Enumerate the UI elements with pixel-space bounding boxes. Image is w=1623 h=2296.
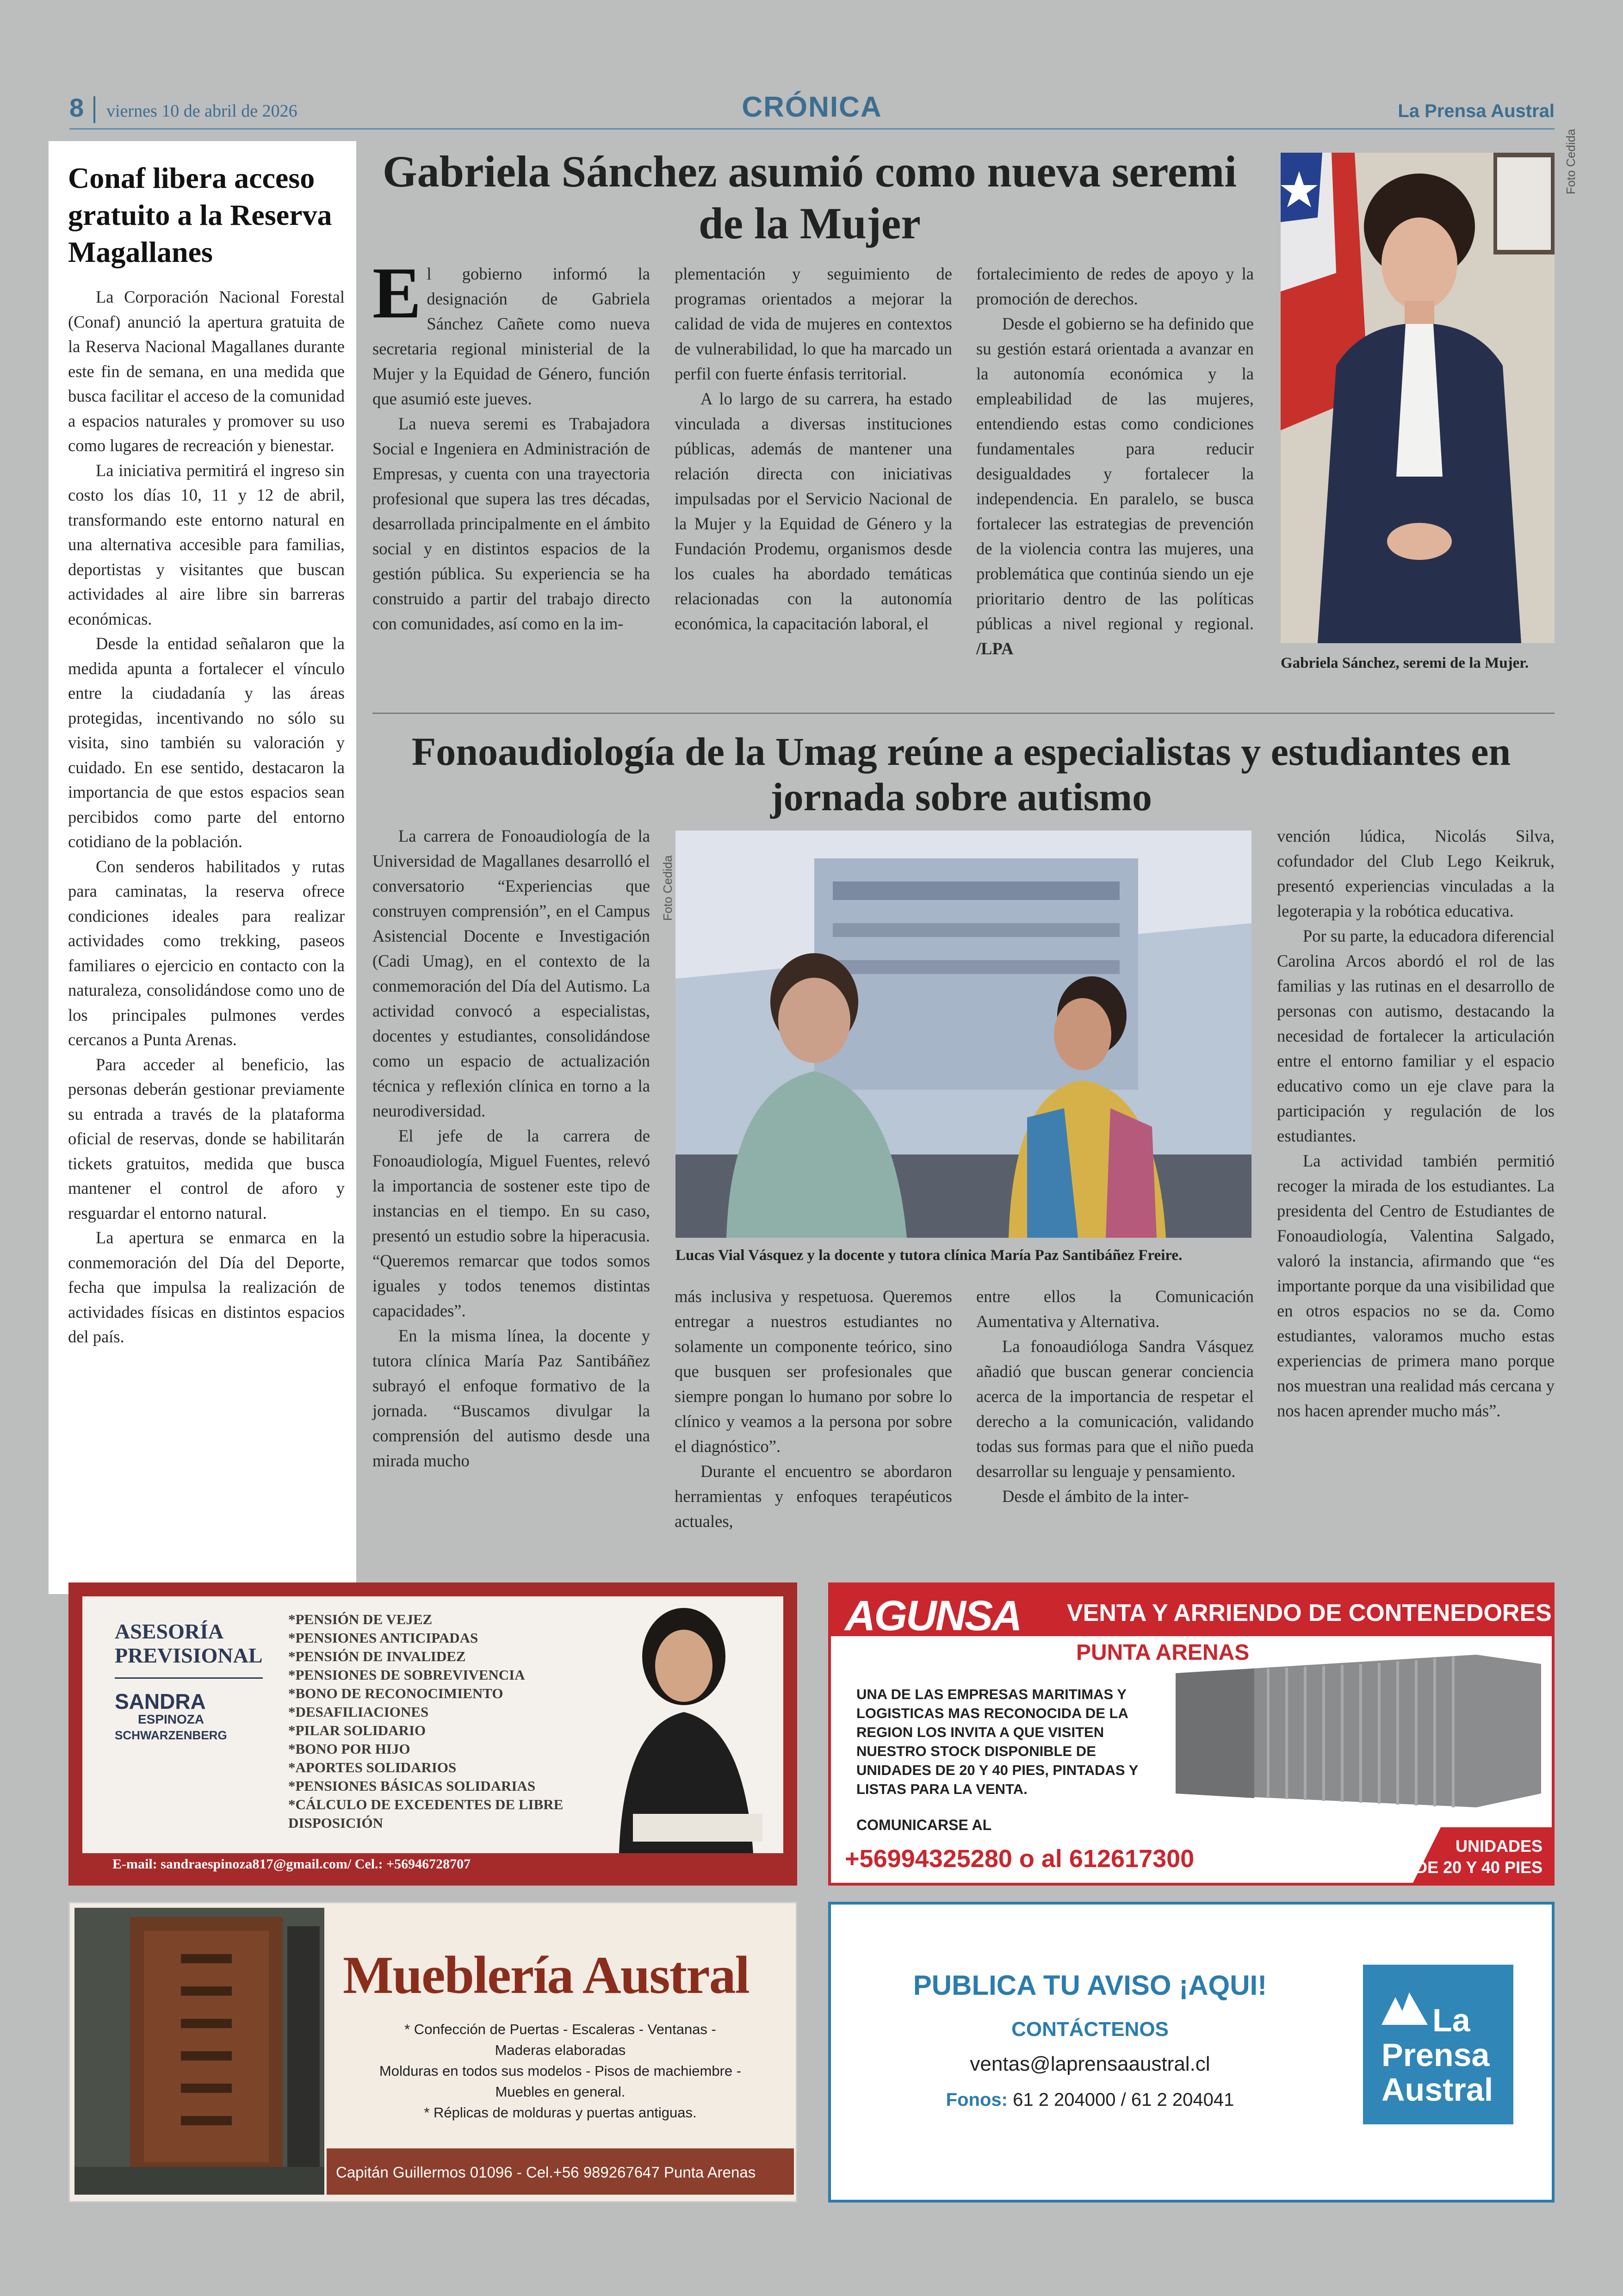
- brief-paragraph: Con senderos habilitados y rutas para caminatas, la reserva ofrece condiciones ideales para realizar actividades como trekking, paseos familiares o ejercicio en contacto con la naturaleza, consolidándose como uno de los principales pulmones verdes cercanos a Punta Arenas.: [68, 856, 345, 1049]
- publica-phones-value: 61 2 204000 / 61 2 204041: [1013, 2090, 1234, 2110]
- brief-body: [68, 285, 345, 1349]
- story2-paragraph: La carrera de Fonoaudiología de la Universidad de Magallanes desarrolló el conversatorio “Experiencias que construyen comprensión”, en el Campus Asistencial Docente e Investigación (Cadi Umag), en el contexto de la conmemoración del Día del Autismo. La actividad convocó a especialistas, docentes y estudiantes, consolidándose como un espacio de actualización técnica y reflexión clínica en torno a la neurodiversidad.: [372, 826, 650, 1120]
- story1-paragraph: plementación y seguimiento de programas orientados a mejorar la calidad de vida de mujeres en contextos de vulnerabilidad, lo que ha marcado un perfil con fuerte énfasis territorial.: [675, 264, 952, 383]
- muebleria-line: Maderas elaboradas: [495, 2042, 626, 2058]
- advisor-photo: [591, 1606, 776, 1853]
- seremi-portrait-photo: [1281, 153, 1555, 643]
- service-item: *PENSIONES DE SOBREVIVENCIA: [288, 1667, 525, 1683]
- story2-column-3: [976, 1284, 1254, 1509]
- story2-paragraph: entre ellos la Comunicación Aumentativa y Alternativa.: [976, 1287, 1254, 1331]
- page-date: viernes 10 de abril de 2026: [106, 101, 297, 121]
- service-item: *BONO POR HIJO: [288, 1741, 410, 1757]
- ad-agunsa[interactable]: [828, 1582, 1555, 1886]
- prensa-austral-logo: [1363, 1965, 1513, 2124]
- story1-paragraph: A lo largo de su carrera, ha estado vinculada a diversas instituciones públicas, además de mantener una relación directa con iniciativas impulsadas por el Servicio Nacional de la Mujer y la Equidad de Género y la Fundación Prodemu, organismos desde los cuales ha abordado temáticas relacionadas con la autonomía económica, la capacitación laboral, el: [675, 389, 952, 633]
- logo-text-2: Prensa: [1381, 2037, 1490, 2073]
- service-item: *PENSIONES ANTICIPADAS: [288, 1630, 478, 1646]
- publica-phones: [831, 2090, 1349, 2110]
- dropcap: E: [372, 253, 421, 334]
- story1-paragraph: fortalecimiento de redes de apoyo y la promoción de derechos.: [976, 264, 1254, 308]
- muebleria-name: Mueblería Austral: [343, 1946, 749, 2005]
- muebleria-line: * Confección de Puertas - Escaleras - Ventanas -: [404, 2021, 716, 2037]
- service-item: *BONO DE RECONOCIMIENTO: [288, 1685, 503, 1701]
- ad-asesoria-title: ASESORÍA PREVISIONAL: [115, 1620, 263, 1667]
- muebleria-line: Muebles en general.: [495, 2084, 626, 2100]
- brief-paragraph: Desde la entidad señalaron que la medida apunta a fortalecer el vínculo entre la ciudadanía y las áreas protegidas, incentivando no sólo su visita, sino también su valoración y cuidado. En ese sentido, destacaron la importancia de que estos espacios sean percibidos como parte del entorno cotidiano de la población.: [68, 634, 345, 851]
- page-header: [69, 93, 1555, 130]
- story1-paragraph: El gobierno informó la designación de Gabriela Sánchez Cañete como nueva secretaria regional ministerial de la Mujer y la Equidad de Género, función que asumió este jueves.: [372, 253, 650, 408]
- story2-headline: Fonoaudiología de la Umag reúne a especialistas y estudiantes en jornada sobre autismo: [411, 729, 1511, 819]
- agunsa-phones[interactable]: +56994325280 o al 612617300: [845, 1845, 1195, 1873]
- story2-paragraph: vención lúdica, Nicolás Silva, cofundador del Club Lego Keikruk, presentó experiencias vinculadas a la legoterapia y la robótica educativa.: [1277, 826, 1555, 920]
- service-item: *APORTES SOLIDARIOS: [288, 1759, 457, 1775]
- ad-asesoria-name: SANDRA: [115, 1689, 206, 1713]
- agunsa-headline: VENTA Y ARRIENDO DE CONTENEDORES: [1067, 1600, 1552, 1626]
- story1-photo-credit: Foto Cedida: [1564, 129, 1578, 194]
- agunsa-badge-line1: UNIDADES: [1455, 1837, 1542, 1855]
- publica-subheadline: CONTÁCTENOS: [1011, 2018, 1169, 2041]
- story2-paragraph: La actividad también permitió recoger la mirada de los estudiantes. La presidenta del Centro de Estudiantes de Fonoaudiología, Valentina Salgado, valoró la instancia, afirmando que “es importante porque da una visibilidad que en otros espacios no se da. Como estudiantes, valoramos mucho estas experiencias de primera mano porque nos muestran una realidad más cercana y nos hacen aprender mucho más”.: [1277, 1151, 1555, 1420]
- story1-paragraph: Desde el gobierno se ha definido que su gestión estará orientada a avanzar en la autonomía económica y la empleabilidad de las mujeres, entendiendo estas como condiciones fundamentales para reducir desigualdades y fortalecer la independencia. En paralelo, se busca fortalecer las estrategias de prevención de la violencia contra las mujeres, una problemática que continúa siendo un eje prioritario dentro de las políticas públicas a nivel regional y regional. /LPA: [976, 314, 1254, 658]
- section-divider: [372, 713, 1555, 714]
- agunsa-badge-line2: DE 20 Y 40 PIES: [1415, 1858, 1542, 1877]
- story2-paragraph: La fonoaudióloga Sandra Vásquez añadió que buscan generar conciencia acerca de la importancia de respetar el derecho a la comunicación, validando todas sus formas para que el niño pueda desarrollar su lenguaje y pensamiento.: [976, 1337, 1254, 1481]
- ad-muebleria-austral[interactable]: [68, 1902, 797, 2203]
- muebleria-line: * Réplicas de molduras y puertas antiguas.: [424, 2104, 697, 2121]
- service-item: *PILAR SOLIDARIO: [288, 1722, 426, 1738]
- service-item: *PENSIÓN DE INVALIDEZ: [288, 1648, 466, 1664]
- brief-paragraph: La iniciativa permitirá el ingreso sin costo los días 10, 11 y 12 de abril, transformando este entorno natural en una alternativa accesible para familias, deportistas y visitantes que buscan actividades al aire libre sin barreras económicas.: [68, 460, 345, 628]
- muebleria-line: Molduras en todos sus modelos - Pisos de machiembre -: [379, 2063, 742, 2079]
- container-illustration: [1176, 1655, 1541, 1807]
- conversatorio-illustration: [675, 831, 1251, 1238]
- story1-paragraph: La nueva seremi es Trabajadora Social e Ingeniera en Administración de Empresas, y cuenta con una trayectoria profesional que supera las tres décadas, desarrollada principalmente en el ámbito social y en distintos espacios de la gestión pública. Su experiencia se ha construido a partir del trabajo directo con comunidades, así como en la im-: [372, 414, 650, 633]
- service-item: *PENSIONES BÁSICAS SOLIDARIAS: [288, 1778, 536, 1794]
- publica-phones-label: Fonos:: [946, 2090, 1008, 2110]
- ad-publica-aviso[interactable]: [828, 1902, 1555, 2203]
- story2-paragraph: Desde el ámbito de la inter-: [1002, 1487, 1189, 1506]
- story2-photo-credit: Foto Cedida: [661, 855, 675, 921]
- conversatorio-photo: [675, 831, 1251, 1238]
- story2-paragraph: más inclusiva y respetuosa. Queremos entregar a nuestros estudiantes no solamente un componente teórico, sino que busquen ser profesionales que siempre pongan lo humano por sobre lo clínico y veamos a la persona por sobre el diagnóstico”.: [675, 1287, 952, 1456]
- story1-signature: /LPA: [976, 639, 1014, 658]
- story2-paragraph: El jefe de la carrera de Fonoaudiología, Miguel Fuentes, relevó la importancia de sostener este tipo de instancias en el tiempo. En su caso, presentó un estudio sobre la hiperacusia. “Queremos remarcar que todos somos iguales y todos tenemos distintas capacidades”.: [372, 1126, 650, 1320]
- story2-paragraph: Por su parte, la educadora diferencial Carolina Arcos abordó el rol de las familias y las rutinas en el desarrollo de personas con autismo, destacando la necesidad de fortalecer la articulación entre el entorno familiar y el espacio educativo como un eje clave para la participación y regulación de los estudiantes.: [1277, 926, 1555, 1145]
- brief-paragraph: La Corporación Nacional Forestal (Conaf) anunció la apertura gratuita de la Reserva Nacional Magallanes durante este fin de semana, en una medida que busca facilitar el acceso de la comunidad a espacios naturales y promover su uso como lugares de recreación y bienestar.: [68, 287, 345, 455]
- story1-column-1: [372, 253, 650, 636]
- ad-asesoria-divider: [115, 1677, 263, 1679]
- logo-text-1: La: [1432, 2002, 1470, 2038]
- story1-column-3: [976, 261, 1254, 661]
- publica-headline: PUBLICA TU AVISO ¡AQUI!: [913, 1970, 1267, 2001]
- story1-column-2: [675, 261, 952, 636]
- portrait-illustration: [1281, 153, 1555, 643]
- agunsa-logo: AGUNSA: [845, 1592, 1021, 1639]
- service-item: *PENSIÓN DE VEJEZ: [288, 1611, 433, 1627]
- story2-column-4: [1277, 824, 1555, 1423]
- ad-asesoria-surname: ESPINOZA: [138, 1712, 204, 1726]
- ad-asesoria-services: [288, 1610, 575, 1832]
- mountain-icon: [1381, 1992, 1428, 2025]
- masthead: La Prensa Austral: [1398, 101, 1555, 121]
- agunsa-cta: COMUNICARSE AL: [856, 1817, 992, 1833]
- brief-paragraph: Para acceder al beneficio, las personas deberán gestionar previamente su entrada a través de la plataforma oficial de reservas, donde se habilitarán tickets gratuitos, medida que busca mantener el control de aforo y resguardar el entorno natural.: [68, 1055, 345, 1222]
- agunsa-body: UNA DE LAS EMPRESAS MARITIMAS Y LOGISTICAS MAS RECONOCIDA DE LA REGION LOS INVITA A QUE VISITEN NUESTRO STOCK DISPONIBLE DE UNIDADES DE 20 Y 40 PIES, PINTADAS Y LISTAS PARA LA VENTA.: [856, 1686, 1138, 1797]
- ad-asesoria-previsional[interactable]: [68, 1582, 797, 1886]
- muebleria-services: [329, 2019, 792, 2123]
- story1-headline: Gabriela Sánchez asumió como nueva seremi de la Mujer: [382, 147, 1237, 248]
- service-item: *CÁLCULO DE EXCEDENTES DE LIBRE DISPOSICIÓN: [288, 1796, 564, 1831]
- ad-asesoria-surname-2: SCHWARZENBERG: [115, 1728, 227, 1742]
- brief-article: [49, 141, 356, 1594]
- ad-asesoria-contact: E-mail: sandraespinoza817@gmail.com/ Cel.: +56946728707: [112, 1856, 471, 1872]
- story2-paragraph: En la misma línea, la docente y tutora clínica María Paz Santibáñez subrayó el enfoque formativo de la jornada. “Buscamos divulgar la comprensión del autismo desde una mirada mucho: [372, 1326, 650, 1470]
- story2-column-2: [675, 1284, 952, 1534]
- door-photo: [74, 1908, 324, 2195]
- story2-column-1: [372, 824, 650, 1473]
- section-title: CRÓNICA: [742, 91, 882, 123]
- brief-paragraph: La apertura se enmarca en la conmemoración del Día del Deporte, fecha que impulsa la realización de actividades físicas en distintos espacios del país.: [68, 1228, 345, 1346]
- agunsa-city: PUNTA ARENAS: [1076, 1640, 1250, 1665]
- page-number: 8: [69, 93, 84, 122]
- story1-photo-caption: Gabriela Sánchez, seremi de la Mujer.: [1281, 655, 1529, 671]
- story2-photo-caption: Lucas Vial Vásquez y la docente y tutora clínica María Paz Santibáñez Freire.: [675, 1247, 1183, 1264]
- muebleria-footer: Capitán Guillermos 01096 - Cel.+56 989267647 Punta Arenas: [336, 2164, 756, 2181]
- story2-paragraph: Durante el encuentro se abordaron herramientas y enfoques terapéuticos actuales,: [675, 1462, 952, 1531]
- brief-headline: Conaf libera acceso gratuito a la Reserva Magallanes: [68, 161, 332, 268]
- ad-asesoria-panel: [82, 1596, 783, 1853]
- logo-text-3: Austral: [1381, 2072, 1493, 2108]
- publica-email[interactable]: ventas@laprensaaustral.cl: [970, 2053, 1210, 2075]
- service-item: *DESAFILIACIONES: [288, 1704, 429, 1720]
